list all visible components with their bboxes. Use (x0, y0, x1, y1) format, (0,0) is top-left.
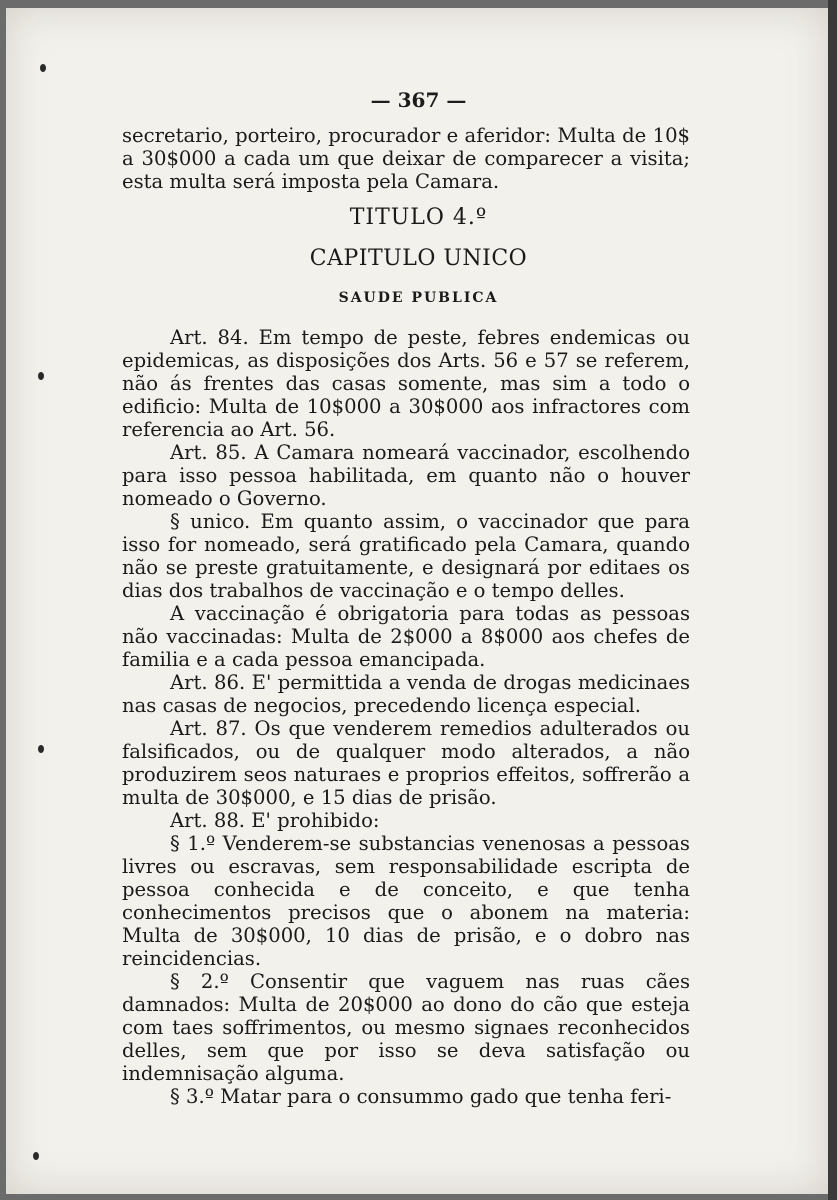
paragraph-art-87: Art. 87. Os que venderem remedios adulterados ou falsificados, ou de qualquer modo alterados, a não produzirem seos naturaes e proprios effeitos, soffrerão a multa de 30$000, e 15 dias de prisão. (122, 717, 690, 809)
paragraph-art-88-s2: § 2.º Consentir que vaguem nas ruas cães damnados: Multa de 20$000 ao dono do cão que esteja com taes soffrimentos, ou mesmo signaes reconhecidos delles, sem que por isso se deva satisfação ou indemnisação alguma. (122, 970, 690, 1085)
intro-text: secretario, porteiro, procurador e aferidor: Multa de 10$ a 30$000 a cada um que deixar de comparecer a visita; esta multa será imposta pela Camara. (122, 124, 690, 193)
chapter-heading: CAPITULO UNICO (309, 246, 528, 271)
paragraph-vaccinacao: A vaccinação é obrigatoria para todas as pessoas não vaccinadas: Multa de 2$000 a 8$000 aos chefes de familia e a cada pessoa emancipada. (122, 602, 690, 671)
paragraph-art-85: Art. 85. A Camara nomeará vaccinador, escolhendo para isso pessoa habilitada, em quanto não o houver nomeado o Governo. (122, 441, 690, 510)
paragraph-art-85-unico: § unico. Em quanto assim, o vaccinador que para isso for nomeado, será gratificado pela Camara, quando não se preste gratuitamente, e designará por editaes os dias dos trabalhos de vaccinação e o tempo delles. (122, 510, 690, 602)
paragraph-art-88-s3: § 3.º Matar para o consummo gado que tenha feri- (170, 1085, 672, 1108)
margin-ink-dot (40, 64, 46, 72)
paragraph-art-86: Art. 86. E' permittida a venda de drogas medicinaes nas casas de negocios, precedendo licença especial. (122, 671, 690, 717)
paragraph-art-88: Art. 88. E' prohibido: (170, 809, 380, 832)
body-text (122, 326, 690, 1108)
margin-ink-dot (38, 372, 44, 380)
margin-ink-dot (38, 745, 44, 753)
title-heading: TITULO 4.º (349, 205, 488, 230)
section-heading: SAUDE PUBLICA (338, 290, 499, 306)
intro-paragraph (122, 124, 690, 193)
paragraph-art-88-s1: § 1.º Venderem-se substancias venenosas a pessoas livres ou escravas, sem responsabilidade escripta de pessoa conhecida e de conceito, e que tenha conhecimentos precisos que o abonem na materia: Multa de 30$000, 10 dias de prisão, e o dobro nas reincidencias. (122, 832, 690, 970)
margin-ink-dot (33, 1152, 39, 1160)
page-number: — 367 — (370, 88, 467, 112)
paragraph-art-84: Art. 84. Em tempo de peste, febres endemicas ou epidemicas, as disposições dos Arts. 56 e 57 se referem, não ás frentes das casas somente, mas sim a todo o edificio: Multa de 10$000 a 30$000 aos infractores com referencia ao Art. 56. (122, 326, 690, 441)
page-edge-shadow (828, 0, 837, 1200)
